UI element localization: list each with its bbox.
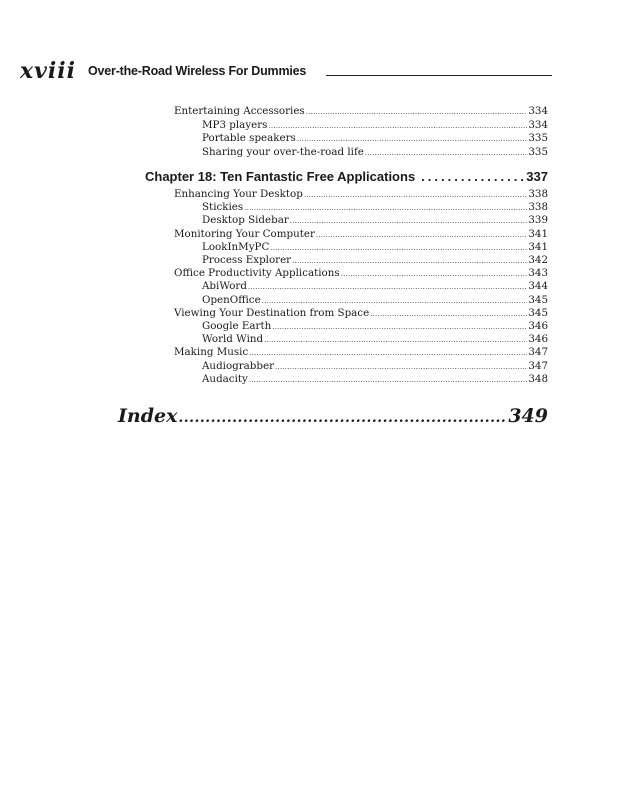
toc-entry-page: 345 <box>528 293 548 306</box>
toc-entry-page: 335 <box>528 145 548 158</box>
chapter-title: Chapter 18: Ten Fantastic Free Applications <box>145 169 416 184</box>
dot-leader <box>290 214 528 228</box>
dot-leader <box>421 169 524 184</box>
dot-leader <box>341 267 528 281</box>
dot-leader <box>249 346 527 360</box>
toc-entry-page: 338 <box>528 201 548 214</box>
toc-entry-page: 338 <box>528 188 548 200</box>
toc-entry-title: Monitoring Your Computer <box>174 227 315 240</box>
chapter-heading[interactable] <box>145 169 548 185</box>
toc-entry-page: 346 <box>528 333 548 346</box>
toc-entry-title: Office Productivity Applications <box>174 267 340 280</box>
toc-entry[interactable] <box>174 307 548 320</box>
toc-entry[interactable] <box>202 333 548 346</box>
toc-entry-page: 334 <box>528 118 548 131</box>
toc-entry-title: World Wind <box>202 333 264 346</box>
index-title: Index <box>118 405 178 427</box>
dot-leader <box>316 228 527 242</box>
toc-entry[interactable] <box>174 228 548 241</box>
dot-leader <box>275 360 527 374</box>
page-number: xviii <box>20 58 76 84</box>
toc-entry[interactable] <box>202 201 548 214</box>
toc-entry-page: 345 <box>528 306 548 319</box>
running-head <box>20 60 552 82</box>
toc-entry[interactable] <box>174 188 548 201</box>
toc-entry-page: 344 <box>528 280 548 293</box>
toc-entry-title: Desktop Sidebar <box>202 214 289 227</box>
toc-entry-title: Stickies <box>202 201 244 214</box>
toc-entry[interactable] <box>174 346 548 359</box>
dot-leader <box>248 280 527 294</box>
toc-entry[interactable] <box>202 254 548 267</box>
toc-entry-title: OpenOffice <box>202 293 261 306</box>
dot-leader <box>249 373 528 387</box>
toc-entry-page: 343 <box>528 267 548 280</box>
toc-entry[interactable] <box>202 146 548 159</box>
toc-entry-title: Enhancing Your Desktop <box>174 188 303 200</box>
toc-entry[interactable] <box>174 267 548 280</box>
toc-entry[interactable] <box>202 320 548 333</box>
dot-leader <box>268 119 527 133</box>
header-rule <box>326 75 552 76</box>
dot-leader <box>304 188 528 202</box>
toc-entry[interactable] <box>174 105 548 118</box>
toc-entry-page: 342 <box>528 254 548 266</box>
toc-entry-page: 346 <box>528 320 548 332</box>
dot-leader <box>270 241 527 255</box>
dot-leader <box>178 405 507 427</box>
toc-entry-page: 341 <box>528 240 548 253</box>
toc-entry-page: 347 <box>528 359 548 372</box>
dot-leader <box>365 146 527 160</box>
book-title: Over-the-Road Wireless For Dummies <box>88 64 307 78</box>
toc-entry-title: MP3 players <box>202 118 268 131</box>
toc-entry-page: 335 <box>528 132 548 144</box>
toc-entry[interactable] <box>202 373 548 386</box>
dot-leader <box>244 201 527 215</box>
toc-entry-title: Audacity <box>202 372 248 385</box>
toc-entry-page: 334 <box>528 105 548 117</box>
toc-entry[interactable] <box>202 119 548 132</box>
toc-entry[interactable] <box>202 241 548 254</box>
toc-entry-title: Portable speakers <box>202 132 296 144</box>
dot-leader <box>306 105 528 119</box>
dot-leader <box>292 254 527 268</box>
toc-entry-title: Sharing your over-the-road life <box>202 145 364 158</box>
dot-leader <box>264 333 527 347</box>
toc-entry-title: Process Explorer <box>202 254 292 266</box>
toc-entry[interactable] <box>202 280 548 293</box>
dot-leader <box>272 320 527 334</box>
toc-entry-title: Entertaining Accessories <box>174 105 305 117</box>
chapter-page: 337 <box>526 169 548 184</box>
toc-entry-page: 347 <box>528 346 548 359</box>
dot-leader <box>297 132 528 146</box>
toc-entry-title: Google Earth <box>202 320 272 332</box>
toc-entry-title: Viewing Your Destination from Space <box>174 306 370 319</box>
index-entry[interactable] <box>118 405 548 431</box>
toc-entry-page: 339 <box>528 214 548 227</box>
dot-leader <box>370 307 527 321</box>
index-page: 349 <box>508 405 548 427</box>
toc-entry-page: 341 <box>528 227 548 240</box>
toc-entry[interactable] <box>202 360 548 373</box>
toc-entry-page: 348 <box>528 372 548 385</box>
toc-entry-title: LookInMyPC <box>202 240 270 253</box>
toc-entry-title: Audiograbber <box>202 359 275 372</box>
toc-entry[interactable] <box>202 214 548 227</box>
toc-entry[interactable] <box>202 132 548 145</box>
toc-entry-title: AbiWord <box>202 280 247 293</box>
dot-leader <box>262 294 528 308</box>
toc-entry[interactable] <box>202 294 548 307</box>
toc-entry-title: Making Music <box>174 346 249 359</box>
